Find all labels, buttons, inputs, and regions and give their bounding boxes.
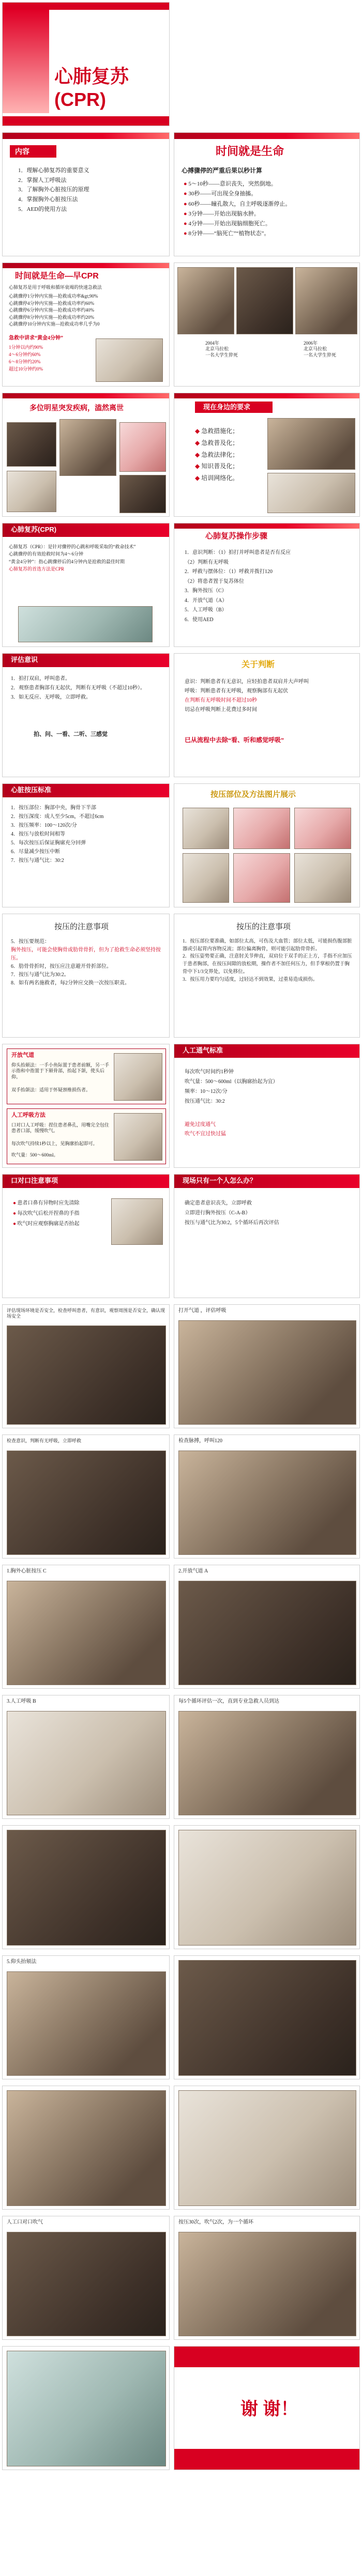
slide-practice — [2, 1695, 170, 1819]
position-image — [294, 808, 351, 849]
slide-header-bar — [3, 133, 169, 139]
contents-heading: 内容 — [15, 147, 29, 156]
slide-practice — [2, 1304, 170, 1428]
slide-header-bar — [3, 263, 169, 268]
ventilation-list — [185, 1067, 350, 1106]
cautions-list — [13, 1198, 106, 1229]
timeline-item: ● 8分钟——“脑死亡”“植物状态”。 — [184, 230, 270, 237]
cpr-steps-list — [185, 548, 291, 625]
golden-item: 心跳骤停4分钟内实施—抢救成功率约60% — [9, 300, 94, 306]
requirement-item: ◆ 急救措施化； — [195, 427, 239, 435]
marathon-photo — [295, 267, 357, 334]
airway-panel — [7, 1048, 166, 1104]
marathon-photo — [236, 267, 293, 334]
section-title: 时间就是生命 — [216, 145, 284, 158]
section-title: 现在身边的要求 — [203, 403, 251, 411]
practice-caption: 1.胸外心脏按压 C — [7, 1568, 47, 1574]
practice-caption: 评估现场环境是否安全，检查呼叫患者，有意识，观察周围是否安全，确认现场安全 — [7, 1308, 165, 1319]
celebrity-photo — [119, 475, 166, 513]
contents-item: 5．AED的使用方法 — [18, 206, 67, 212]
breath-text: 每次吹气持续1秒以上，见胸廓抬起即可。 — [11, 1141, 98, 1146]
slide-golden-time — [2, 263, 170, 387]
golden-note: 1分钟以内约90% — [9, 345, 43, 350]
slide-cpr-definition — [2, 523, 170, 647]
slide-position-images — [174, 783, 360, 907]
slide-practice — [2, 2086, 170, 2210]
section-title: 人工通气标准 — [183, 1046, 223, 1054]
timeline-intro: 心搏骤停的严重后果以秒计算 — [182, 167, 263, 174]
assess-item: 3．如无反应、无呼吸，立即呼救。 — [11, 695, 91, 700]
slide-practice — [2, 1565, 170, 1689]
golden-item: 心跳骤停6分钟内实施—抢救成功率约40% — [9, 307, 94, 313]
notes-item: 1．按压部位要准确，如部位太高，可伤及大血管；部位太低，可能损伤腹部脏器或引起胃内容物反流；部位偏离胸骨，则可能引起肋骨骨折。 — [183, 939, 352, 952]
marathon-caption: 2004年 北京马拉松 一名大学生猝死 — [205, 341, 238, 358]
slide-notes-right — [174, 914, 360, 1038]
cpr-step: 1．意识判断：（1）拍打并呼叫患者是否有反应 — [185, 550, 291, 556]
section-title: 按压的注意事项 — [236, 923, 291, 931]
requirements-list — [195, 425, 238, 484]
thanks-decor — [174, 2449, 360, 2470]
slide-one-person — [174, 1174, 360, 1298]
contents-item: 1．理解心肺复苏的重要意义 — [18, 167, 89, 174]
practice-photo — [7, 1325, 166, 1425]
compress-item: 1．按压部位：胸部中央，胸骨下半部 — [11, 805, 96, 811]
cpr-step: 5．人工呼吸（B） — [185, 607, 227, 613]
slide-cautions — [2, 1174, 170, 1298]
timeline-list — [184, 179, 291, 239]
requirement-item: ◆ 知识普及化； — [195, 462, 239, 470]
slide-time-is-life — [174, 132, 360, 256]
compress-item: 2．按压深度：成人至少5cm，不超过6cm — [11, 814, 104, 820]
compress-item: 3．按压频率：100～120次/分 — [11, 823, 77, 828]
slide-requirements — [174, 393, 360, 517]
slide-assess — [2, 653, 170, 777]
position-image — [233, 853, 290, 903]
breath-photo — [114, 1113, 162, 1161]
breath-text: 吹气量：500～600ml。 — [11, 1152, 58, 1158]
thanks-text: 谢 谢！ — [240, 2399, 298, 2419]
cpr-text: 心肺复苏的首选方法是CPR — [9, 566, 65, 572]
breath-panel — [7, 1108, 166, 1164]
position-image — [233, 808, 290, 849]
timeline-item: ● 5～10秒——意识丧失，突然倒地。 — [184, 181, 277, 187]
slide-celebrities — [2, 393, 170, 517]
requirement-item: ◆ 急救法律化； — [195, 451, 239, 458]
title-decor-bottom — [3, 116, 170, 126]
breath-text: 口对口人工呼吸：捏住患者鼻孔，用嘴完全包住患者口部，缓慢吹气。 — [11, 1122, 110, 1134]
slide-header-bar — [174, 393, 359, 398]
caution-item: ● 吹气时应观察胸廓是否抬起 — [13, 1221, 80, 1227]
slide-compression-standard — [2, 783, 170, 907]
compress-item: 6．尽量减少按压中断 — [11, 849, 60, 855]
caution-photo — [111, 1198, 163, 1245]
section-title: 现场只有一个人怎么办？ — [183, 1177, 257, 1184]
judge-item: 意识：判断患者有无意识，应轻拍患者双肩并大声呼叫 — [185, 679, 309, 685]
golden-note: 急救中讲求“黄金4分钟” — [9, 335, 63, 341]
slide-airway — [2, 1044, 170, 1168]
airway-photo — [114, 1053, 162, 1101]
compress-item: 5．每次按压后保证胸廓充分回弹 — [11, 840, 86, 846]
practice-caption: 2.开放气道 A — [178, 1568, 208, 1574]
chart-image — [96, 338, 163, 382]
practice-caption: 打开气道 ，评估呼吸 — [178, 1308, 227, 1314]
cpr-text: 心肺复苏（CPR）：是针对骤停的心跳和呼吸采取的“救命技术” — [9, 544, 136, 549]
notes-list — [183, 938, 353, 983]
one-person-item: 确定患者意识丧失，立即呼救 — [185, 1200, 252, 1206]
page-title: 心肺复苏(CPR) — [54, 66, 129, 110]
title-decor — [3, 3, 170, 10]
judge-item: 呼吸：判断患者有无呼吸，观察胸部有无起伏 — [185, 688, 288, 694]
assess-item: 2．观察患者胸部有无起伏，判断有无呼吸（不超过10秒）。 — [11, 685, 145, 691]
practice-photo — [178, 1960, 356, 2076]
slide-practice — [174, 2216, 360, 2340]
notes-item: 7．按压与通气比为30:2。 — [11, 972, 69, 978]
contents-item: 3．了解胸外心脏按压的原理 — [18, 187, 89, 193]
notes-item: 5．按压要规范： — [11, 939, 50, 945]
practice-photo — [178, 1451, 356, 1555]
slide-practice — [2, 1825, 170, 1949]
section-title: 心脏按压标准 — [11, 786, 52, 794]
slide-header-bar — [174, 523, 359, 529]
airway-text: 仰头抬颏法：一手小鱼际置于患者前额，另一手示指和中指置于下颏骨部，抬起下颌，使头后仰。 — [11, 1062, 110, 1079]
practice-photo — [7, 2232, 166, 2336]
practice-photo — [178, 1711, 356, 1815]
cpr-diagram — [18, 606, 153, 642]
practice-photo — [178, 2232, 356, 2336]
contents-item: 2．掌握人工呼吸法 — [18, 177, 67, 183]
practice-photo — [7, 1581, 166, 1685]
slide-practice — [174, 1565, 360, 1689]
notes-list — [11, 938, 164, 988]
slide-cpr-steps — [174, 523, 360, 647]
celebrity-photo — [7, 471, 56, 512]
one-person-list — [185, 1198, 350, 1228]
notes-item: 3．按压用力要均匀适度，过轻达不到效果，过重易造成损伤。 — [183, 977, 318, 982]
judge-item: 在判断有无呼吸时间不超过10秒 — [185, 698, 257, 703]
assess-caption: 拍、问、一看、二听、三感觉 — [34, 731, 108, 737]
practice-caption: 5.仰头抬颏法 — [7, 1959, 37, 1965]
slide-practice — [174, 1434, 360, 1559]
compress-list — [11, 804, 164, 865]
cpr-step: （2）将患者置于复苏体位 — [185, 578, 244, 584]
practice-photo — [7, 2351, 166, 2466]
judge-highlight: 已从流程中去除“看、听和感觉呼吸” — [185, 736, 284, 744]
ventilation-item: 频率：10～12次/分 — [185, 1089, 228, 1094]
requirement-item: ◆ 急救普及化； — [195, 439, 239, 446]
notes-item: 6．肋骨骨折时，按压应注意避开骨折部位。 — [11, 964, 112, 969]
golden-note: 超过10分钟约0% — [9, 366, 43, 372]
slide-judge — [174, 653, 360, 777]
rescue-photo — [267, 473, 355, 513]
golden-item: 心跳骤停1分钟内实施—抢救成功率&gt;90% — [9, 294, 98, 299]
compress-item: 7．按压与通气比：30:2 — [11, 858, 64, 863]
airway-text: 双手抬颌法：适用于怀疑颈椎损伤者。 — [11, 1087, 91, 1092]
contents-item: 4．掌握胸外心脏按压法 — [18, 196, 78, 203]
section-title: 按压部位及方法图片展示 — [210, 790, 296, 799]
slide-header-bar — [174, 133, 359, 139]
golden-note: 4～6分钟约60% — [9, 352, 41, 357]
cpr-step: 2．呼救与摆体位：（1）呼救并拨打120 — [185, 569, 273, 575]
practice-caption: 3.人工呼吸 B — [7, 1699, 36, 1704]
cpr-step: 4．开放气道（A） — [185, 597, 228, 604]
caution-item: ● 患者口鼻有异物时应先清除 — [13, 1200, 80, 1206]
golden-intro: 心肺复苏是用于呼吸和循环衰竭的快速急救法 — [9, 285, 102, 290]
timeline-item: ● 60秒——瞳孔散大，自主呼吸逐渐停止。 — [184, 200, 291, 207]
practice-caption: 按压30次，吹气2次，为一个循环 — [178, 2219, 253, 2225]
notes-item: 2．按压姿势要正确，注意肘关节伸直，双肩位于双手的正上方，手指不应加压于患者胸部，在按压间隙的放松期，操作者不加任何压力，但手掌根仍置于胸骨中下1/3交界处，以免移位。 — [183, 954, 352, 975]
judge-item: 切忌在呼吸判断上花费过多时间 — [185, 707, 257, 713]
slide-practice — [174, 2086, 360, 2210]
position-image — [294, 853, 351, 903]
cpr-text-list — [9, 543, 164, 573]
marathon-photo — [177, 267, 234, 334]
section-title: 按压的注意事项 — [54, 923, 109, 931]
slide-practice — [174, 1955, 360, 2079]
section-title: 评估意识 — [11, 656, 38, 664]
slide-practice — [174, 1825, 360, 1949]
practice-photo — [178, 1830, 356, 1946]
ventilation-warning: 避免过度通气 — [185, 1122, 216, 1128]
breath-title: 人工呼吸方法 — [11, 1112, 46, 1118]
practice-photo — [7, 1711, 166, 1815]
cpr-step: 3．胸外按压（C） — [185, 588, 227, 594]
celebrity-photo — [7, 422, 56, 467]
golden-item: 心跳骤停8分钟内实施—抢救成功率约20% — [9, 314, 94, 320]
slide-practice — [174, 1695, 360, 1819]
cpr-text: 心跳骤停的有效抢救时间为4～6分钟 — [9, 551, 84, 557]
marathon-caption: 2006年 北京马拉松 一名大学生猝死 — [304, 341, 337, 358]
practice-photo — [178, 1320, 356, 1425]
ventilation-item: 每次吹气时间约1秒钟 — [185, 1069, 234, 1075]
cpr-step: （2）判断有无呼吸 — [185, 559, 229, 565]
celebrity-photo — [119, 422, 166, 472]
one-person-item: 按压与通气比为30:2，5个循环后再次评估 — [185, 1220, 279, 1226]
slide-practice — [174, 1304, 360, 1428]
ventilation-warning: 吹气不宜过快过猛 — [185, 1131, 226, 1137]
timeline-item: ● 3分钟——开始出现脑水肿。 — [184, 210, 260, 217]
thanks-decor — [174, 2347, 360, 2367]
slide-title — [2, 2, 170, 126]
practice-photo — [178, 1581, 356, 1685]
practice-caption: 每5个循环评估一次，直到专业急救人员到达 — [178, 1699, 279, 1704]
ventilation-item: 按压通气比：30:2 — [185, 1099, 225, 1104]
slide-practice — [2, 2346, 170, 2470]
cpr-text: “黄金4分钟”：指心跳骤停后的4分钟内是抢救的最佳时期 — [9, 559, 125, 564]
title-decor-left — [3, 10, 49, 113]
section-title: 口对口注意事项 — [11, 1177, 58, 1184]
judge-list — [185, 677, 350, 715]
practice-photo — [7, 1830, 166, 1946]
slide-contents — [2, 132, 170, 256]
one-person-item: 立即进行胸外按压（C-A-B） — [185, 1210, 251, 1216]
cpr-step: 6．使用AED — [185, 616, 214, 623]
section-title: 多位明星突发疾病，溘然离世 — [29, 404, 124, 412]
timeline-item: ● 30秒——可出现全身抽搐。 — [184, 191, 257, 197]
airway-title: 开放气道 — [11, 1052, 34, 1058]
slide-marathon — [174, 263, 360, 387]
notes-item: 8．如有两名施救者，每2分钟应交换一次按压职责。 — [11, 980, 130, 986]
ventilation-item: 吹气量：500～600ml（以胸廓抬起为宜） — [185, 1079, 278, 1085]
position-image — [183, 853, 229, 903]
slide-ventilation — [174, 1044, 360, 1168]
timeline-item: ● 4分钟——开始出现脑细胞死亡。 — [184, 221, 271, 227]
assess-item: 1．拍打双肩，呼叫患者。 — [11, 676, 70, 682]
golden-list — [9, 293, 100, 328]
section-title: 心肺复苏(CPR) — [11, 526, 57, 533]
practice-caption: 检查脉搏，呼叫120 — [178, 1438, 222, 1444]
rescue-photo — [267, 418, 355, 470]
requirement-item: ◆ 培训网络化。 — [195, 474, 239, 482]
practice-caption: 人工口对口吹气 — [7, 2219, 43, 2225]
slide-practice — [2, 1434, 170, 1559]
golden-item: 心跳骤停10分钟内实施—抢救成功率几乎为0 — [9, 321, 100, 327]
section-title: 心肺复苏操作步骤 — [205, 532, 268, 541]
notes-item: 胸外按压，可能会使胸骨或肋骨骨折，但为了抢救生命必须坚持按压。 — [11, 947, 161, 961]
slide-practice — [2, 1955, 170, 2079]
slide-header-bar — [3, 393, 169, 398]
practice-photo — [7, 1451, 166, 1555]
golden-note: 6～8分钟约20% — [9, 359, 41, 364]
slide-practice — [2, 2216, 170, 2340]
position-image — [183, 808, 229, 849]
celebrity-photo — [59, 419, 116, 476]
practice-photo — [178, 2090, 356, 2206]
assess-list — [11, 674, 164, 702]
practice-photo — [7, 2090, 166, 2206]
practice-caption: 检查意识，判断有无呼吸，立即呼救 — [7, 1438, 82, 1443]
contents-list — [18, 166, 89, 214]
section-title: 时间就是生命—早CPR — [15, 272, 99, 281]
practice-photo — [7, 1971, 166, 2076]
caution-item: ● 每次吹气后松开捏鼻的手指 — [13, 1211, 80, 1216]
slide-thanks — [174, 2346, 360, 2470]
compress-item: 4．按压与放松时间相等 — [11, 831, 65, 837]
slide-notes-left — [2, 914, 170, 1038]
section-title: 关于判断 — [242, 660, 275, 669]
